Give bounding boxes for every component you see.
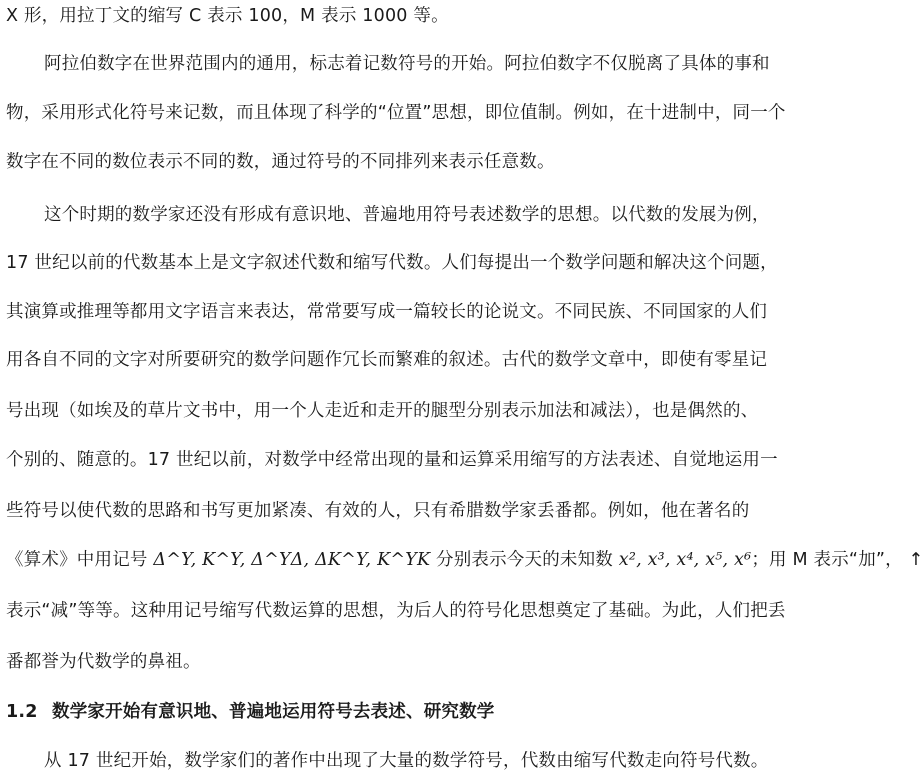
paragraph-line: 个别的、随意的。17 世纪以前，对数学中经常出现的量和运算采用缩写的方法表述、自觉地运用一 bbox=[6, 450, 778, 470]
paragraph-line: 号出现（如埃及的草片文书中，用一个人走近和走开的腿型分别表示加法和减法），也是偶然的、 bbox=[6, 401, 759, 421]
paragraph-line: 其演算或推理等都用文字语言来表达，常常要写成一篇较长的论说文。不同民族、不同国家的人们 bbox=[6, 302, 768, 322]
paragraph-line: 番都誉为代数学的鼻祖。 bbox=[6, 652, 201, 672]
paragraph-line: X 形，用拉丁文的缩写 C 表示 100，M 表示 1000 等。 bbox=[6, 6, 449, 26]
formula-middle: 分别表示今天的未知数 bbox=[430, 550, 619, 570]
formula-line bbox=[6, 548, 924, 572]
paragraph-line: 用各自不同的文字对所要研究的数学问题作冗长而繁难的叙述。古代的数学文章中，即使有零星记 bbox=[6, 350, 768, 370]
paragraph-line: 17 世纪以前的代数基本上是文字叙述代数和缩写代数。人们每提出一个数学问题和解决这个问题， bbox=[6, 253, 778, 273]
paragraph-line: 数字在不同的数位表示不同的数，通过符号的不同排列来表示任意数。 bbox=[6, 152, 555, 172]
diophantus-symbols: Δ^Y, K^Y, Δ^YΔ, ΔK^Y, K^YK bbox=[153, 550, 431, 570]
formula-prefix: 《算术》中用记号 bbox=[6, 550, 154, 570]
section-number: 1.2 bbox=[6, 702, 38, 722]
unknown-powers: x², x³, x⁴, x⁵, x⁶ bbox=[618, 550, 752, 570]
paragraph-line: 从 17 世纪开始，数学家们的著作中出现了大量的数学符号，代数由缩写代数走向符号代数。 bbox=[44, 751, 769, 771]
section-heading bbox=[6, 700, 851, 724]
formula-suffix: ；用 M 表示“加”， ↑ bbox=[751, 550, 924, 570]
paragraph-line: 这个时期的数学家还没有形成有意识地、普遍地用符号表述数学的思想。以代数的发展为例， bbox=[44, 205, 770, 225]
paragraph-line: 阿拉伯数字在世界范围内的通用，标志着记数符号的开始。阿拉伯数字不仅脱离了具体的事和 bbox=[44, 54, 770, 74]
paragraph-line: 物，采用形式化符号来记数，而且体现了科学的“位置”思想，即位值制。例如，在十进制中，同一个 bbox=[6, 103, 786, 123]
section-title: 数学家开始有意识地、普遍地运用符号去表述、研究数学 bbox=[52, 702, 495, 722]
paragraph-line: 些符号以使代数的思路和书写更加紧凑、有效的人，只有希腊数学家丢番都。例如，他在著名的 bbox=[6, 501, 750, 521]
paragraph-line: 表示“减”等等。这种用记号缩写代数运算的思想，为后人的符号化思想奠定了基础。为此，人们把丢 bbox=[6, 601, 786, 621]
